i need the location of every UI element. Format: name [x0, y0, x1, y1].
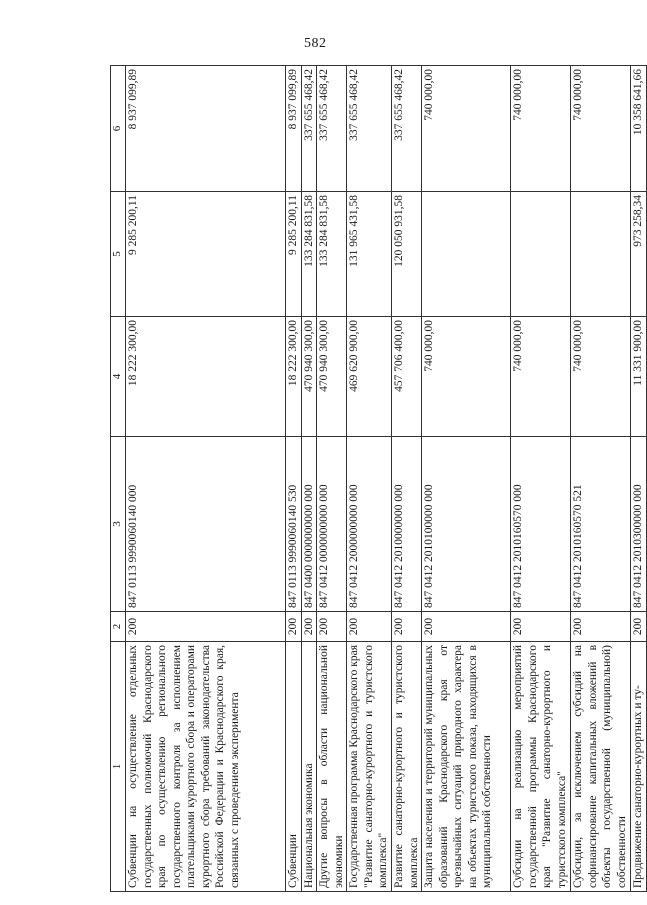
row-value-4: 470 940 300,00: [301, 317, 317, 437]
budget-table: [110, 65, 647, 892]
row-value-6: 337 655 468,42: [317, 66, 347, 192]
table-row: [126, 66, 286, 892]
row-value-4: 457 706 400,00: [392, 317, 422, 437]
row-value-4: 740 000,00: [571, 317, 631, 437]
row-value-5: 120 050 931,58: [392, 192, 422, 317]
row-value-6: 8 937 099,89: [126, 66, 286, 192]
header-row: [111, 66, 126, 892]
row-value-5: 131 965 431,58: [347, 192, 392, 317]
column-header: 1: [111, 642, 126, 892]
row-value-6: 740 000,00: [422, 66, 511, 192]
row-value-6: 337 655 468,42: [392, 66, 422, 192]
row-value-6: 740 000,00: [511, 66, 571, 192]
row-name: Государственная программа Краснодарского края "Развитие санаторно-курортного и туристского комплекса": [347, 642, 392, 892]
row-name: Развитие санаторно-курортного и туристского комплекса: [392, 642, 422, 892]
row-name: Субвенции на осуществление отдельных государственных полномочий Краснодарского края по осуществлению регионального государственного контроля за исполнением плательщиками курортного сбора и операторами курортного сбора требований законодательства Российской Федерации и Краснодарского края, связанных с проведением эксперимента: [126, 642, 286, 892]
row-name: Субсидии, за исключением субсидий на софинансирование капитальных вложений в объекты государственной (муниципальной) собственности: [571, 642, 631, 892]
row-code: 200: [571, 612, 631, 642]
row-value-5: [571, 192, 631, 317]
table-row: [571, 66, 631, 892]
column-header: 4: [111, 317, 126, 437]
row-value-4: 18 222 300,00: [286, 317, 302, 437]
row-value-4: 740 000,00: [422, 317, 511, 437]
table-container: [110, 66, 644, 892]
row-code: 200: [511, 612, 571, 642]
row-kbk: 847 0412 2010300000 000: [631, 437, 647, 612]
row-kbk: 847 0412 2010000000 000: [392, 437, 422, 612]
row-kbk: 847 0412 2010160570 000: [511, 437, 571, 612]
row-value-5: [511, 192, 571, 317]
row-code: 200: [392, 612, 422, 642]
table-row: [286, 66, 302, 892]
row-value-6: 337 655 468,42: [301, 66, 317, 192]
row-kbk: 847 0412 2010100000 000: [422, 437, 511, 612]
row-kbk: 847 0412 2010160570 521: [571, 437, 631, 612]
table-row: [301, 66, 317, 892]
row-value-4: 740 000,00: [511, 317, 571, 437]
row-code: 200: [286, 612, 302, 642]
row-kbk: 847 0412 0000000000 000: [317, 437, 347, 612]
table-row: [347, 66, 392, 892]
row-kbk: 847 0400 0000000000 000: [301, 437, 317, 612]
column-header: 5: [111, 192, 126, 317]
row-value-5: 133 284 831,58: [317, 192, 347, 317]
row-name: Другие вопросы в области национальной экономики: [317, 642, 347, 892]
table-row: [392, 66, 422, 892]
row-name: Субвенции: [286, 642, 302, 892]
table-row: [511, 66, 571, 892]
row-code: 200: [631, 612, 647, 642]
row-value-4: 11 331 900,00: [631, 317, 647, 437]
row-value-5: 133 284 831,58: [301, 192, 317, 317]
row-code: 200: [422, 612, 511, 642]
row-value-6: 10 358 641,66: [631, 66, 647, 192]
row-code: 200: [301, 612, 317, 642]
page-number: 582: [304, 36, 327, 51]
column-header: 2: [111, 612, 126, 642]
row-value-4: 469 620 900,00: [347, 317, 392, 437]
row-name: Защита населения и территорий муниципальных образований Краснодарского края от чрезвычайных ситуаций природного характера на объектах туристского показа, находящихся в муниципальной собственности: [422, 642, 511, 892]
row-name: Продвижение санаторно-курортных и ту-: [631, 642, 647, 892]
row-kbk: 847 0113 9990060140 000: [126, 437, 286, 612]
row-code: 200: [347, 612, 392, 642]
row-value-6: 740 000,00: [571, 66, 631, 192]
column-header: 6: [111, 66, 126, 192]
row-name: Субсидии на реализацию мероприятий государственной программы Краснодарского края "Развитие санаторно-курортного и туристского комплекса": [511, 642, 571, 892]
table-row: [631, 66, 647, 892]
table-row: [317, 66, 347, 892]
row-value-6: 8 937 099,89: [286, 66, 302, 192]
column-header: 3: [111, 437, 126, 612]
table-row: [422, 66, 511, 892]
row-name: Национальная экономика: [301, 642, 317, 892]
row-code: 200: [126, 612, 286, 642]
row-kbk: 847 0412 2000000000 000: [347, 437, 392, 612]
row-value-5: 9 285 200,11: [126, 192, 286, 317]
row-value-5: 973 258,34: [631, 192, 647, 317]
row-value-4: 470 940 300,00: [317, 317, 347, 437]
row-kbk: 847 0113 9990060140 530: [286, 437, 302, 612]
row-code: 200: [317, 612, 347, 642]
row-value-5: [422, 192, 511, 317]
row-value-6: 337 655 468,42: [347, 66, 392, 192]
row-value-4: 18 222 300,00: [126, 317, 286, 437]
row-value-5: 9 285 200,11: [286, 192, 302, 317]
